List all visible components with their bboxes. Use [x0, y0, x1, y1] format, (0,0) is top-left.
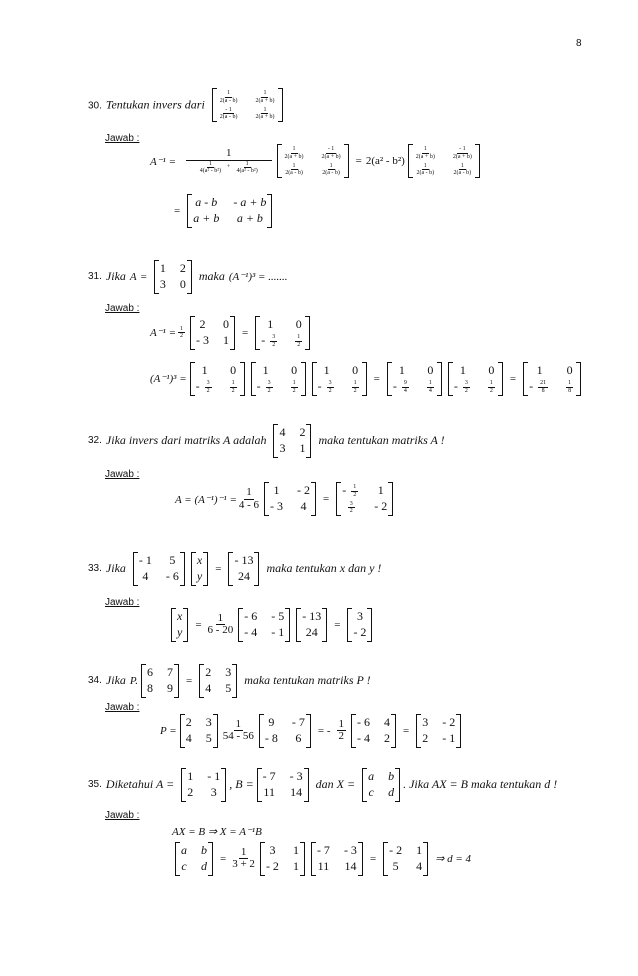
p30-step1: A⁻¹ = 1 $\frac{1}{\text{4(a² - b²)}}$ + $\frac{1}{\text{4(a² - b²)}}$ $\frac{1}{2(a + b)}$ $\frac{- 1}{2(a + b)}$ $\frac{1}{2(a - b)}$ $\frac{1}{2(a - b)}$ = 2(a² - b²) $\frac{1}{2(a + b)}$ $\frac{- 1}{2(a + b)}$ $\frac{1}{2(a - b)}$ $\frac{1}{2(a - b)}$ [150, 144, 483, 178]
problem-35: 35. Diketahui A = 1 - 1 2 3 , B = - 7 - 3 11 14 dan X = a b c d . Jika AX = B maka tentukan d ! [88, 768, 557, 802]
p35-step: a b c d = $\frac{1}{3 + 2}$ 3 1 - 2 1 - 7 - 3 11 14 = - 2 1 5 4 ⇒ d = 4 [172, 842, 475, 876]
jawab-label: Jawab : [105, 810, 140, 821]
problem-number: 30. [88, 100, 102, 112]
jawab-label: Jawab : [105, 469, 140, 480]
p33-step: x y = $\frac{1}{6 - 20}$ - 6 - 5 - 4 - 1 - 13 24 = 3 - 2 [168, 608, 375, 642]
jawab-label: Jawab : [105, 702, 140, 713]
jawab-label: Jawab : [105, 133, 140, 144]
p34-step: P = 2 3 4 5 $\frac{1}{54 - 56}$ 9 - 7 - 8 6 = - $\frac{1}{2}$ - 6 4 - 4 2 = 3 - 2 2 - 1 [160, 714, 464, 748]
problem-33: 33. Jika - 1 5 4 - 6 x y = - 13 24 maka tentukan x dan y ! [88, 552, 385, 586]
problem-34: 34. Jika P. 6 7 8 9 = 2 3 4 5 maka tentukan matriks P ! [88, 664, 375, 698]
scalar: 2(a² - b²) [365, 155, 405, 168]
p35-line1: AX = B ⇒ X = A⁻¹B [172, 826, 262, 838]
matrix: $\frac{1}{2(a - b)}$ $\frac{1}{2(a + b)}$ $\frac{- 1}{2(a - b)}$ $\frac{1}{2(a + b)}$ [212, 88, 283, 122]
jawab-label: Jawab : [105, 303, 140, 314]
jawab-label: Jawab : [105, 597, 140, 608]
p31-step1: A⁻¹ = $\frac{1}{2}$ 2 0 - 3 1 = 1 0 - $\frac{3}{2}$ $\frac{1}{2}$ [150, 316, 313, 350]
lhs: A⁻¹ = [150, 155, 176, 168]
problem-30 [88, 88, 286, 122]
problem-32: 32. Jika invers dari matriks A adalah 4 2 3 1 maka tentukan matriks A ! [88, 424, 449, 458]
p32-step: A = (A⁻¹)⁻¹ = $\frac{1}{4 - 6}$ 1 - 2 - 3 4 = - $\frac{1}{2}$ 1 $\frac{3}{2}$ - 2 [175, 482, 396, 516]
p30-result: = a - b - a + b a + b a + b [170, 194, 275, 228]
page-number: 8 [576, 38, 582, 49]
problem-31: 31. Jika A = 1 2 3 0 maka (A⁻¹)³ = ....... [88, 260, 287, 294]
problem-text: Tentukan invers dari [105, 97, 205, 112]
big-fraction: 1 $\frac{1}{\text{4(a² - b²)}}$ + $\frac{1}{\text{4(a² - b²)}}$ [186, 148, 272, 174]
p31-step2: (A⁻¹)³ = 1 0 - $\frac{3}{2}$ $\frac{1}{2}$ 1 0 - $\frac{3}{2}$ $\frac{1}{2}$ 1 0 - $\frac{3}{2}$ $\frac{1}{2}$ = 1 0 - $\frac{9}{4}$ $\frac{1}{4}$ 1 0 - $\frac{3}{2}$ $\frac{1}{2}$ = 1 0 - $\frac{21}{8}$ $\frac{1}{8}$ [150, 362, 584, 396]
